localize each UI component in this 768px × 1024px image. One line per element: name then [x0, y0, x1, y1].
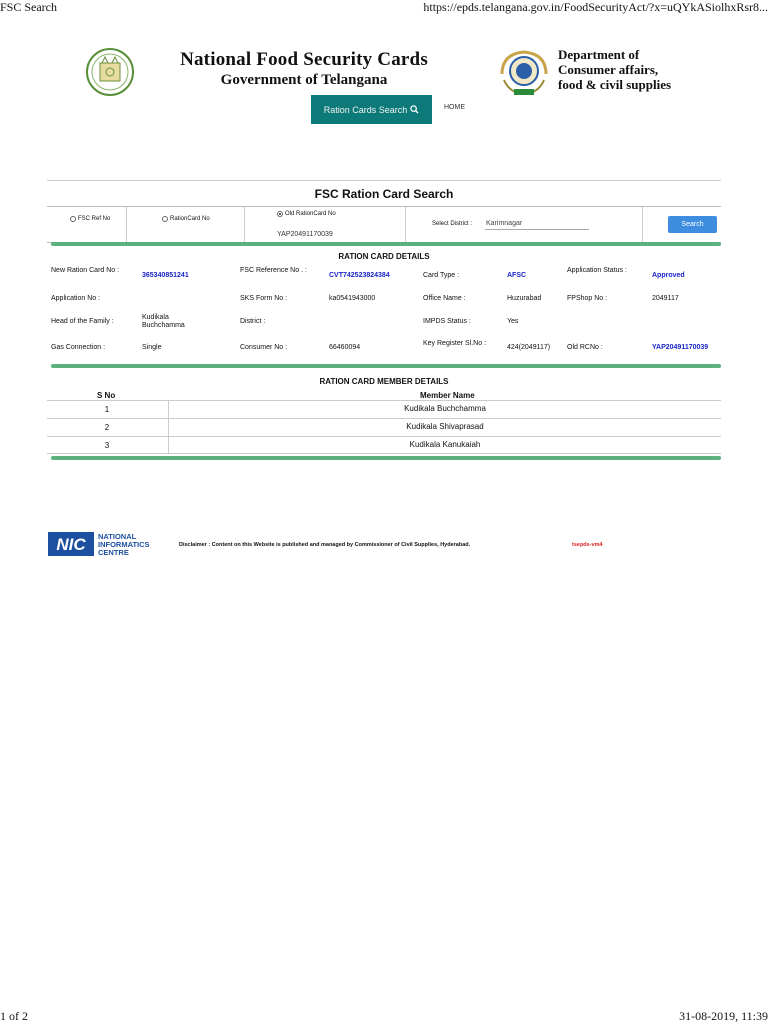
impds-status-value: Yes [507, 318, 519, 325]
new-ration-card-value: 365340851241 [142, 272, 189, 279]
radio-button-selected[interactable] [277, 211, 283, 217]
print-page-number: 1 of 2 [0, 1009, 28, 1023]
fsc-reference-label: FSC Reference No . : [240, 267, 307, 274]
impds-status-label: IMPDS Status : [423, 318, 471, 325]
district-detail-label: District : [240, 318, 266, 325]
head-of-family-label: Head of the Family : [51, 318, 114, 325]
search-panel-title: FSC Ration Card Search [47, 180, 721, 206]
fsc-reference-value: CVT742523824384 [329, 272, 390, 279]
section-separator [51, 364, 721, 368]
member-sno: 2 [104, 423, 110, 432]
district-select[interactable]: Karimnagar [485, 218, 589, 230]
new-ration-card-label: New Ration Card No : [51, 267, 120, 274]
gas-connection-label: Gas Connection : [51, 344, 106, 351]
search-panel [47, 180, 721, 465]
radio-fsc-ref[interactable] [70, 216, 110, 222]
print-page-title: FSC Search [0, 0, 57, 14]
member-name: Kudikala Kanukaiah [168, 437, 721, 454]
department-line3: food & civil supplies [558, 77, 672, 92]
radio-button[interactable] [162, 216, 168, 222]
ration-card-details-title: RATION CARD DETAILS [338, 252, 430, 261]
ration-cards-search-label: Ration Cards Search [323, 104, 408, 115]
member-sno: 1 [104, 405, 110, 414]
print-url: https://epds.telangana.gov.in/FoodSecurityAct/?x=uQYkASiolhxRsr8... [423, 0, 768, 14]
radio-ration-card[interactable] [162, 216, 210, 222]
search-icon [410, 105, 419, 114]
disclaimer-text: Disclaimer : Content on this Website is published and managed by Commissioner of Civil Supplies, Hyderabad. [179, 542, 471, 548]
divider [126, 207, 127, 242]
divider [642, 207, 643, 242]
fpshop-value: 2049117 [652, 295, 679, 302]
department-logo [496, 46, 552, 98]
application-status-label: Application Status : [567, 267, 627, 274]
nic-logo-graphic [48, 532, 170, 556]
card-type-value: AFSC [507, 272, 527, 279]
application-number-label: Application No : [51, 295, 101, 302]
consumer-number-value: 66460094 [329, 344, 361, 351]
office-name-label: Office Name : [423, 295, 466, 302]
radio-old-ration-card-label: Old RationCard No [285, 211, 336, 217]
search-form [47, 206, 721, 243]
office-name-value: Huzurabad [507, 295, 542, 302]
member-details-title: RATION CARD MEMBER DETAILS [319, 377, 449, 386]
card-type-label: Card Type : [423, 272, 460, 279]
radio-fsc-ref-label: FSC Ref No [78, 216, 111, 222]
nic-line2: INFORMATICS [98, 540, 150, 549]
nic-line1: NATIONAL [98, 532, 137, 541]
site-title-line2: Government of Telangana [220, 72, 388, 88]
department-name [558, 47, 671, 92]
member-sno: 3 [104, 441, 110, 450]
home-link[interactable]: HOME [444, 104, 465, 111]
radio-button[interactable] [70, 216, 76, 222]
head-of-family-value: Kudikala Buchchamma [142, 314, 185, 329]
section-separator [51, 456, 721, 460]
key-register-value: 424(2049117) [507, 344, 551, 351]
table-row [47, 400, 721, 418]
column-header-member-name: Member Name [420, 391, 475, 400]
column-header-sno: S No [97, 391, 116, 400]
radio-old-ration-card[interactable] [277, 211, 336, 217]
divider [244, 207, 245, 242]
divider [405, 207, 406, 242]
district-label: Select District : [432, 221, 473, 227]
member-name: Kudikala Buchchamma [168, 401, 721, 418]
server-tag: tsepds-vm4 [572, 542, 603, 548]
department-line2: Consumer affairs, [558, 62, 659, 77]
member-name: Kudikala Shivaprasad [168, 419, 721, 436]
telangana-emblem-logo [85, 47, 135, 97]
sks-form-label: SKS Form No : [240, 295, 288, 302]
application-status-value: Approved [652, 272, 685, 279]
radio-ration-card-label: RationCard No [170, 216, 210, 222]
nic-line3: CENTRE [98, 548, 129, 556]
table-row [47, 436, 721, 454]
fpshop-label: FPShop No : [567, 295, 608, 302]
section-separator [51, 242, 721, 246]
consumer-number-label: Consumer No : [240, 344, 288, 351]
key-register-label: Key Register Sl.No : [423, 340, 487, 347]
old-rc-value: YAP20491170039 [652, 344, 709, 351]
gas-connection-value: Single [142, 344, 162, 351]
ration-card-number-input[interactable] [277, 228, 387, 240]
nic-letters: NIC [56, 535, 86, 554]
table-row [47, 418, 721, 436]
nic-logo [48, 532, 170, 556]
sks-form-value: ka0541943000 [329, 295, 376, 302]
print-datetime: 31-08-2019, 11:39 [679, 1009, 768, 1023]
site-title [158, 49, 450, 89]
site-title-line1: National Food Security Cards [180, 49, 428, 70]
department-line1: Department of [558, 47, 640, 62]
search-button[interactable]: Search [668, 216, 717, 233]
ration-cards-search-tab[interactable] [311, 95, 432, 124]
old-rc-label: Old RCNo : [567, 344, 603, 351]
